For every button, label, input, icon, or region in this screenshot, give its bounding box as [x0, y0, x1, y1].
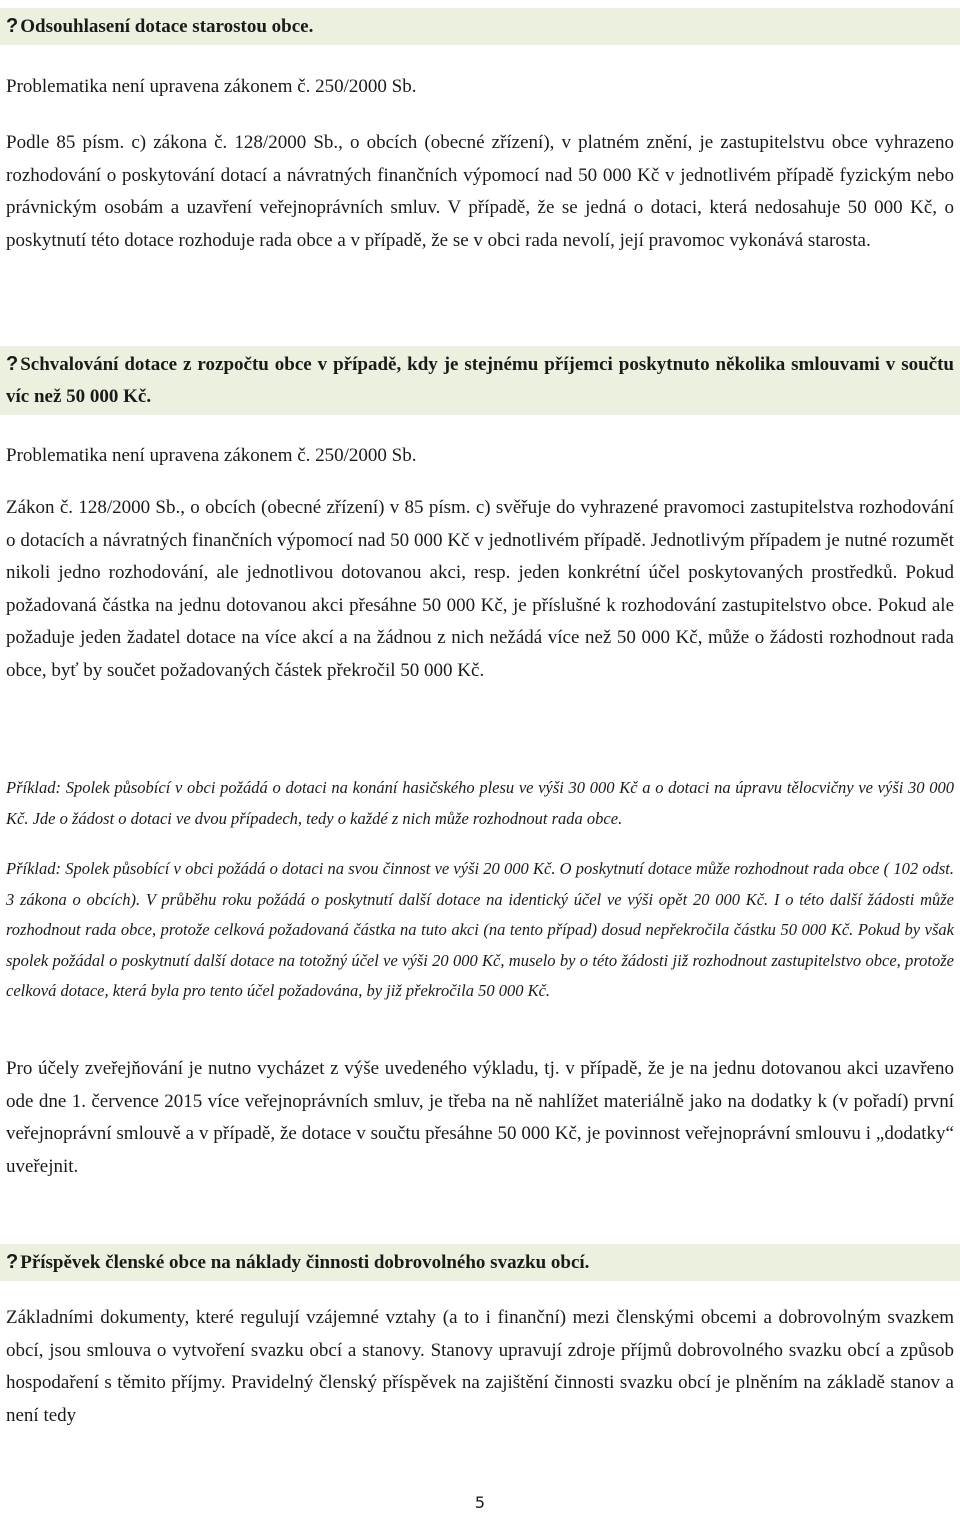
question-mark-icon: ?	[6, 1251, 19, 1273]
question-mark-icon: ?	[6, 353, 19, 375]
paragraph: Podle 85 písm. c) zákona č. 128/2000 Sb., o obcích (obecné zřízení), v platném znění, je zastupitelstvu obce vyhrazeno rozhodování o poskytování dotací a návratných finančních výpomocí nad 50 000 Kč v jednotlivém případě fyzickým nebo právnickým osobám a uzavření veřejnoprávních smluv. V případě, že se jedná o dotaci, která nedosahuje 50 000 Kč, o poskytnutí této dotace rozhoduje rada obce a v případě, že se v obci rada nevolí, její pravomoc vykonává starosta.	[6, 132, 954, 251]
paragraph: Zákon č. 128/2000 Sb., o obcích (obecné zřízení) v 85 písm. c) svěřuje do vyhrazené pravomoci zastupitelstva rozhodování o dotacích a návratných finančních výpomocí nad 50 000 Kč v jednotlivém případě. Jednotlivým případem je nutné rozumět nikoli jedno rozhodování, ale jednotlivou dotovanou akci, resp. jeden konkrétní účel poskytovaných prostředků. Pokud požadovaná částka na jednu dotovanou akci přesáhne 50 000 Kč, je příslušné k rozhodování zastupitelstvo obce. Pokud ale požaduje jeden žadatel dotace na více akcí a na žádnou z nich nežádá více než 50 000 Kč, může o žádosti rozhodnout rada obce, byť by součet požadovaných částek překročil 50 000 Kč.	[6, 497, 954, 681]
paragraph: Základními dokumenty, které regulují vzájemné vztahy (a to i finanční) mezi členskými obcemi a dobrovolným svazkem obcí, jsou smlouva o vytvoření svazku obcí a stanovy. Stanovy upravují zdroje příjmů dobrovolného svazku obcí a způsob hospodaření s těmito příjmy. Pravidelný členský příspěvek na zajištění činnosti svazku obcí je plněním na základě stanov a není tedy	[6, 1307, 954, 1426]
section-heading	[0, 346, 960, 415]
paragraph: Pro účely zveřejňování je nutno vycházet z výše uvedeného výkladu, tj. v případě, že je na jednu dotovanou akci uzavřeno ode dne 1. července 2015 více veřejnoprávních smluv, je třeba na ně nahlížet materiálně jako na dodatky k (v pořadí) první veřejnoprávní smlouvě a v případě, že dotace v součtu přesáhne 50 000 Kč, je povinnost veřejnoprávní smlouvu i „dodatky“ uveřejnit.	[6, 1058, 954, 1177]
example-paragraph: Příklad: Spolek působící v obci požádá o dotaci na svou činnost ve výši 20 000 Kč. O poskytnutí dotace může rozhodnout rada obce ( 102 odst. 3 zákona o obcích). V průběhu roku požádá o poskytnutí další dotace na identický účel ve výši opět 20 000 Kč. I o této další žádosti může rozhodnout rada obce, protože celková požadovaná částka na tuto akci (na tento případ) dosud nepřekročila částku 50 000 Kč. Pokud by však spolek požádal o poskytnutí další dotace na totožný účel ve výši 20 000 Kč, muselo by o této žádosti již rozhodnout zastupitelstvo obce, protože celková dotace, která byla pro tento účel požadována, by již překročila 50 000 Kč.	[6, 859, 954, 1000]
heading-text: Odsouhlasení dotace starostou obce.	[20, 16, 314, 37]
section-heading	[0, 1244, 960, 1281]
heading-text: Schvalování dotace z rozpočtu obce v případě, kdy je stejnému příjemci poskytnuto několika smlouvami v součtu víc než 50 000 Kč.	[6, 354, 954, 407]
example-paragraph: Příklad: Spolek působící v obci požádá o dotaci na konání hasičského plesu ve výši 30 000 Kč a o dotaci na úpravu tělocvičny ve výši 30 000 Kč. Jde o žádost o dotaci ve dvou případech, tedy o každé z nich může rozhodnout rada obce.	[6, 778, 954, 828]
paragraph: Problematika není upravena zákonem č. 250/2000 Sb.	[6, 76, 417, 97]
question-mark-icon: ?	[6, 15, 19, 37]
section-heading	[0, 8, 960, 45]
paragraph: Problematika není upravena zákonem č. 250/2000 Sb.	[6, 445, 417, 466]
heading-text: Příspěvek členské obce na náklady činnosti dobrovolného svazku obcí.	[20, 1252, 590, 1273]
page-number: 5	[474, 1493, 486, 1512]
